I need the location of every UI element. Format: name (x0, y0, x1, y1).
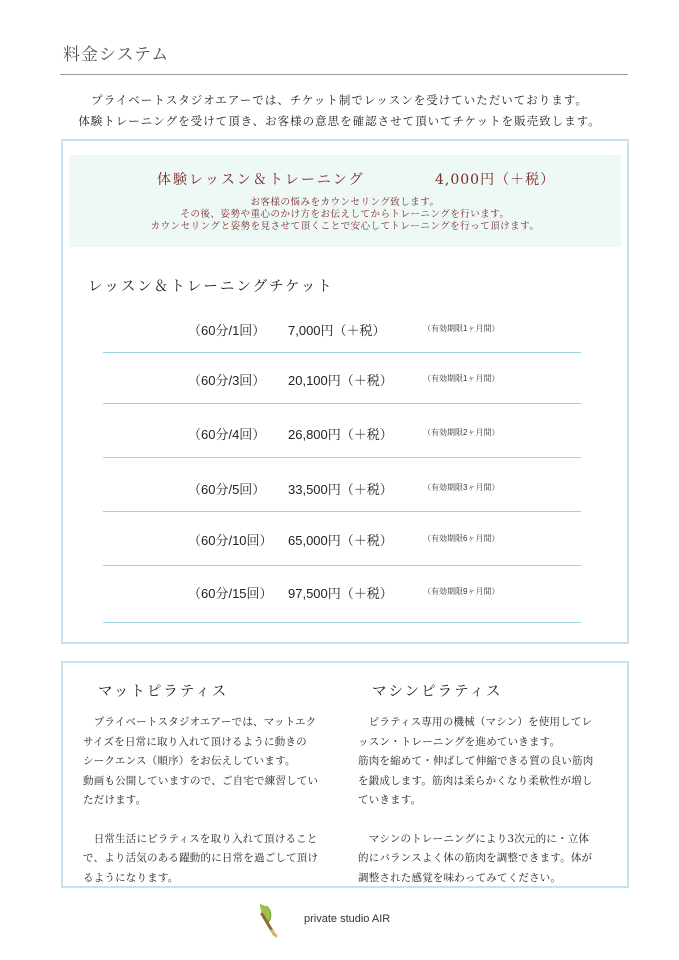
row-divider (103, 511, 581, 512)
ticket-row (0, 583, 679, 603)
mat-pilates-title: マットピラティス (98, 684, 229, 700)
row-divider (103, 457, 581, 458)
ticket-validity: （有効期限6ヶ月間） (423, 534, 500, 543)
ticket-row (0, 424, 679, 444)
ticket-row (0, 370, 679, 390)
row-divider (103, 622, 581, 623)
ticket-term: （60分/10回） (188, 533, 273, 548)
trial-desc-line: お客様の悩みをカウンセリング致します。 (250, 197, 440, 208)
intro-line: 体験トレーニングを受けて頂き、お客様の意思を確認させて頂いてチケットを販売致します。 (78, 114, 601, 128)
ticket-row (0, 530, 679, 550)
intro-line: プライベートスタジオエアーでは、チケット制でレッスンを受けていただいております。 (91, 93, 588, 107)
mat-pilates-body (83, 713, 343, 888)
trial-price: 4,000円（＋税） (435, 172, 556, 188)
ticket-term: （60分/15回） (188, 586, 273, 601)
ticket-price: 20,100円（＋税） (288, 373, 393, 388)
mat-paragraph: 日常生活にピラティスを取り入れて頂けること で、より活気のある躍動的に日常を過ごして頂け るようになります。 (83, 832, 319, 884)
leaf-brush-logo-icon (252, 900, 282, 942)
title-divider (60, 74, 628, 75)
ticket-validity: （有効期限3ヶ月間） (423, 483, 500, 492)
ticket-term: （60分/4回） (188, 427, 266, 442)
ticket-validity: （有効期限1ヶ月間） (423, 374, 500, 383)
ticket-price: 33,500円（＋税） (288, 482, 393, 497)
ticket-term: （60分/3回） (188, 373, 266, 388)
ticket-price: 7,000円（＋税） (288, 323, 386, 338)
trial-description (69, 197, 621, 233)
ticket-row (0, 479, 679, 499)
machine-paragraph: ピラティス専用の機械（マシン）を使用してレ ッスン・トレーニングを進めていきます。 筋肉を縮めて・伸ばして伸縮できる質の良い筋肉 を鍛成します。筋肉は柔らかくなり柔軟性が増し ていきます。 (358, 716, 594, 806)
ticket-heading: レッスン＆トレーニングチケット (88, 279, 334, 295)
mat-paragraph: プライベートスタジオエアーでは、マットエク サイズを日常に取り入れて頂けるように動きの シークエンス（順序）をお伝えしています。 動画も公開していますので、ご自宅で練習してい ただけます。 (83, 716, 319, 806)
ticket-row (0, 320, 679, 340)
ticket-price: 26,800円（＋税） (288, 427, 393, 442)
studio-name: private studio AIR (304, 913, 391, 925)
ticket-term: （60分/1回） (188, 323, 266, 338)
footer (0, 900, 679, 940)
row-divider (103, 403, 581, 404)
page-title: 料金システム (63, 45, 170, 65)
trial-desc-line: カウンセリングと姿勢を見させて頂くことで安心してトレーニングを行って頂けます。 (150, 221, 540, 232)
ticket-validity: （有効期限1ヶ月間） (423, 324, 500, 333)
ticket-term: （60分/5回） (188, 482, 266, 497)
row-divider (103, 352, 581, 353)
trial-title: 体験レッスン＆トレーニング (157, 172, 365, 188)
intro-text (0, 90, 679, 132)
machine-pilates-body (358, 713, 620, 888)
trial-panel (69, 155, 621, 247)
machine-pilates-title: マシンピラティス (372, 684, 503, 700)
ticket-validity: （有効期限2ヶ月間） (423, 428, 500, 437)
ticket-validity: （有効期限9ヶ月間） (423, 587, 500, 596)
ticket-price: 65,000円（＋税） (288, 533, 393, 548)
trial-desc-line: その後、姿勢や重心のかけ方をお伝えしてからトレーニングを行います。 (180, 209, 510, 220)
machine-paragraph: マシンのトレーニングにより3次元的に・立体 的にバランスよく体の筋肉を調整できます。体が 調整された感覚を味わってみてください。 (358, 832, 593, 884)
row-divider (103, 565, 581, 566)
ticket-price: 97,500円（＋税） (288, 586, 393, 601)
